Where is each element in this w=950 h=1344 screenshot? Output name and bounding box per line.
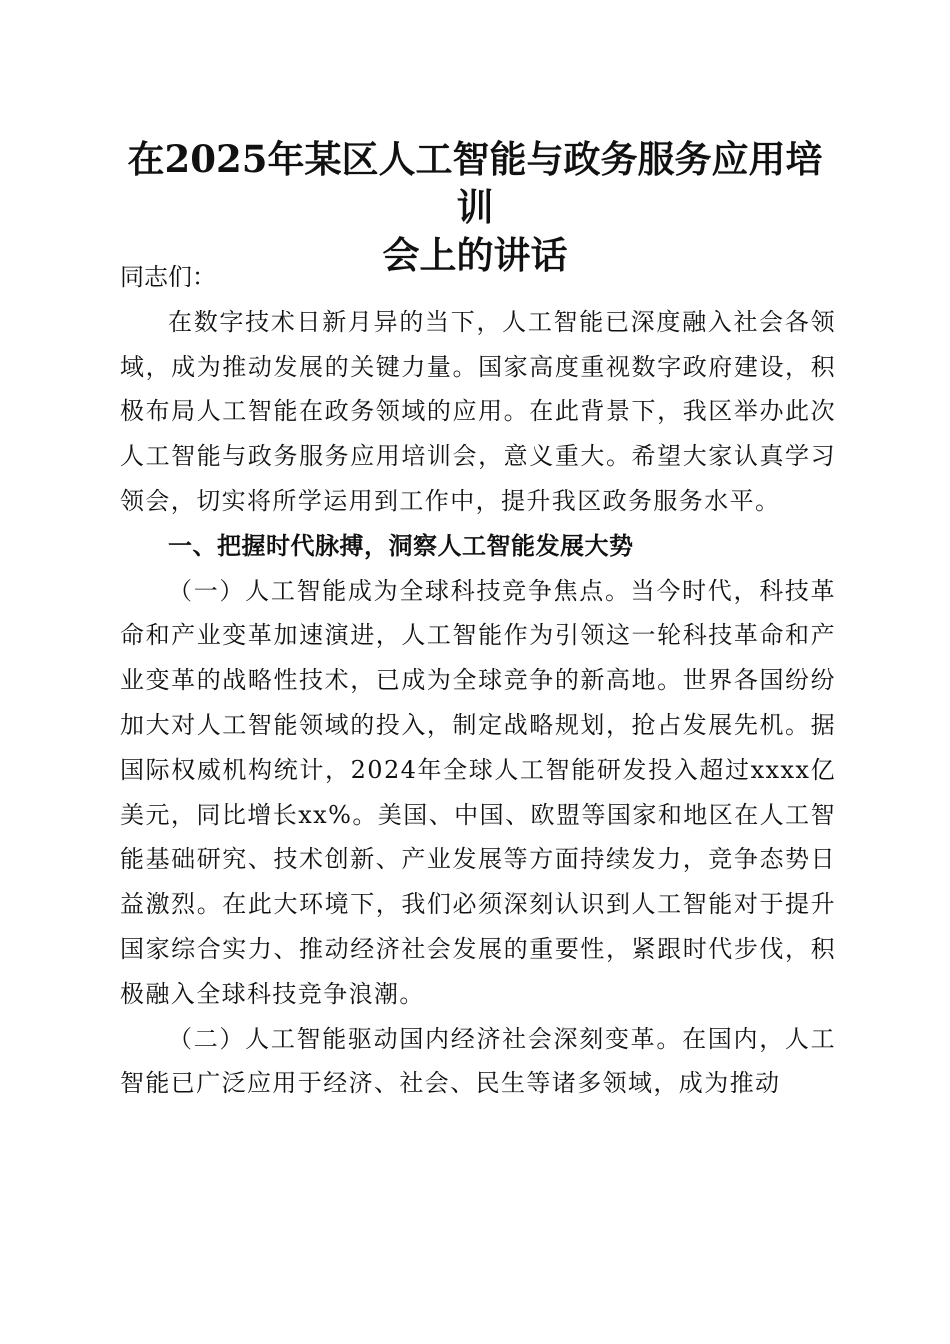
document-body xyxy=(120,255,836,1106)
subsection-2-body: 在国内，人工智能已广泛应用于经济、社会、民生等诸多领域，成为推动 xyxy=(120,1024,836,1098)
intro-paragraph: 在数字技术日新月异的当下，人工智能已深度融入社会各领域，成为推动发展的关键力量。国家高度重视数字政府建设，积极布局人工智能在政务领域的应用。在此背景下，我区举办此次人工智能与政务服务应用培训会，意义重大。希望大家认真学习领会，切实将所学运用到工作中，提升我区政务服务水平。 xyxy=(120,307,836,515)
subsection-2-paragraph xyxy=(120,1017,836,1107)
title-line-2: 会上的讲话 xyxy=(382,233,568,277)
subsection-1-body: 当今时代，科技革命和产业变革加速演进，人工智能作为引领这一轮科技革命和产业变革的战略性技术，已成为全球竞争的新高地。世界各国纷纷加大对人工智能领域的投入，制定战略规划，抢占发展先机。据国际权威机构统计，2024年全球人工智能研发投入超过xxxx亿美元，同比增长xx%。美国、中国、欧盟等国家和地区在人工智能基础研究、技术创新、产业发展等方面持续发力，竞争态势日益激烈。在此大环境下，我们必须深刻认识到人工智能对于提升国家综合实力、推动经济社会发展的重要性，紧跟时代步伐，积极融入全球科技竞争浪潮。 xyxy=(120,576,836,1008)
salutation: 同志们： xyxy=(120,263,216,291)
subsection-1-paragraph xyxy=(120,569,836,1017)
subsection-2-lead: （二）人工智能驱动国内经济社会深刻变革。 xyxy=(168,1024,683,1053)
section-heading-1: 一、把握时代脉搏，洞察人工智能发展大势 xyxy=(168,530,634,560)
title-line-1: 在2025年某区人工智能与政务服务应用培训 xyxy=(127,137,823,229)
subsection-1-lead: （一）人工智能成为全球科技竞争焦点。 xyxy=(168,576,631,605)
